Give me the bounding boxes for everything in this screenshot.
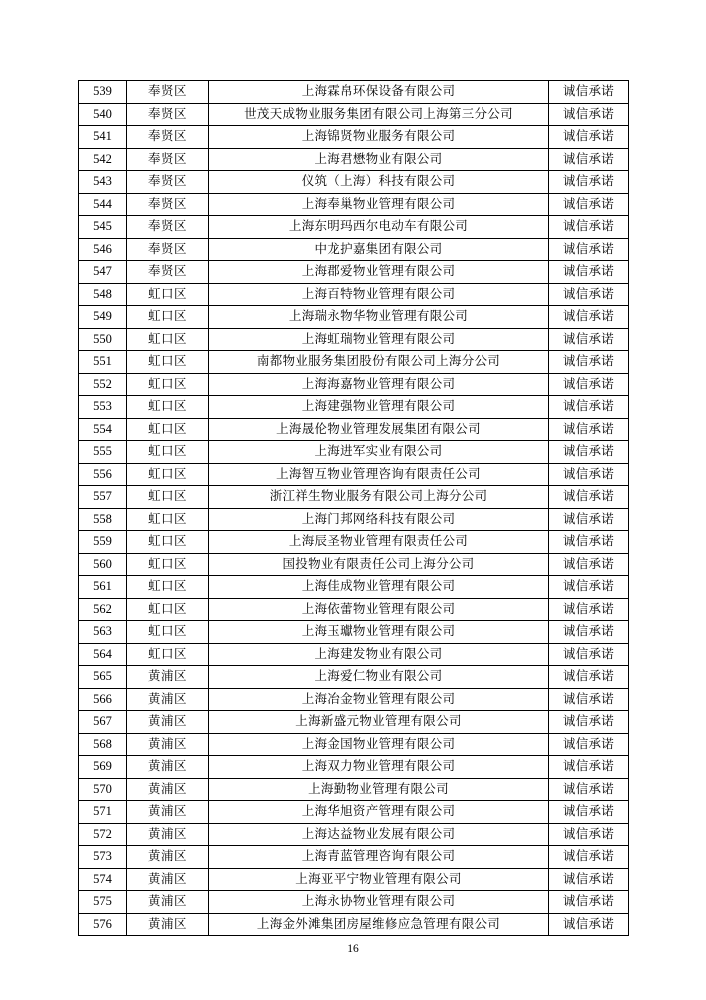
cell-enterprise-name: 上海辰圣物业管理有限责任公司 (209, 531, 549, 554)
cell-status: 诚信承诺 (549, 778, 629, 801)
table-row (79, 756, 629, 779)
cell-enterprise-name: 上海郡爱物业管理有限公司 (209, 261, 549, 284)
table-row (79, 418, 629, 441)
cell-district: 黄浦区 (127, 711, 209, 734)
cell-index: 546 (79, 238, 127, 261)
cell-status: 诚信承诺 (549, 396, 629, 419)
cell-enterprise-name: 上海玉瓛物业管理有限公司 (209, 621, 549, 644)
cell-status: 诚信承诺 (549, 126, 629, 149)
cell-status: 诚信承诺 (549, 216, 629, 239)
cell-status: 诚信承诺 (549, 846, 629, 869)
cell-district: 黄浦区 (127, 778, 209, 801)
table-row (79, 868, 629, 891)
cell-status: 诚信承诺 (549, 373, 629, 396)
cell-index: 552 (79, 373, 127, 396)
table-row (79, 306, 629, 329)
cell-status: 诚信承诺 (549, 328, 629, 351)
cell-index: 556 (79, 463, 127, 486)
table-row (79, 666, 629, 689)
cell-status: 诚信承诺 (549, 891, 629, 914)
table-row (79, 598, 629, 621)
cell-index: 553 (79, 396, 127, 419)
cell-index: 572 (79, 823, 127, 846)
cell-district: 黄浦区 (127, 868, 209, 891)
cell-index: 541 (79, 126, 127, 149)
cell-enterprise-name: 上海爱仁物业有限公司 (209, 666, 549, 689)
cell-district: 虹口区 (127, 508, 209, 531)
cell-status: 诚信承诺 (549, 148, 629, 171)
cell-district: 黄浦区 (127, 846, 209, 869)
cell-enterprise-name: 上海新盛元物业管理有限公司 (209, 711, 549, 734)
cell-status: 诚信承诺 (549, 868, 629, 891)
cell-status: 诚信承诺 (549, 711, 629, 734)
cell-district: 虹口区 (127, 396, 209, 419)
cell-district: 虹口区 (127, 441, 209, 464)
table-row (79, 553, 629, 576)
cell-index: 559 (79, 531, 127, 554)
cell-status: 诚信承诺 (549, 643, 629, 666)
table-row (79, 576, 629, 599)
cell-district: 黄浦区 (127, 823, 209, 846)
table-row (79, 733, 629, 756)
cell-index: 560 (79, 553, 127, 576)
cell-index: 558 (79, 508, 127, 531)
table-row (79, 486, 629, 509)
cell-enterprise-name: 上海勤物业管理有限公司 (209, 778, 549, 801)
cell-enterprise-name: 上海虹瑞物业管理有限公司 (209, 328, 549, 351)
cell-enterprise-name: 上海达益物业发展有限公司 (209, 823, 549, 846)
cell-enterprise-name: 上海瑞永物华物业管理有限公司 (209, 306, 549, 329)
cell-status: 诚信承诺 (549, 756, 629, 779)
cell-index: 566 (79, 688, 127, 711)
cell-district: 奉贤区 (127, 103, 209, 126)
cell-status: 诚信承诺 (549, 553, 629, 576)
cell-enterprise-name: 仪筑（上海）科技有限公司 (209, 171, 549, 194)
table-row (79, 531, 629, 554)
cell-index: 574 (79, 868, 127, 891)
table-row (79, 261, 629, 284)
table-row (79, 643, 629, 666)
cell-status: 诚信承诺 (549, 441, 629, 464)
cell-district: 虹口区 (127, 351, 209, 374)
cell-district: 奉贤区 (127, 193, 209, 216)
cell-enterprise-name: 上海锦贤物业服务有限公司 (209, 126, 549, 149)
cell-index: 539 (79, 81, 127, 104)
cell-status: 诚信承诺 (549, 463, 629, 486)
table-row (79, 508, 629, 531)
cell-status: 诚信承诺 (549, 621, 629, 644)
cell-status: 诚信承诺 (549, 913, 629, 936)
cell-enterprise-name: 上海门邦网络科技有限公司 (209, 508, 549, 531)
table-row (79, 126, 629, 149)
cell-district: 虹口区 (127, 486, 209, 509)
cell-enterprise-name: 上海进军实业有限公司 (209, 441, 549, 464)
cell-enterprise-name: 上海智互物业管理咨询有限责任公司 (209, 463, 549, 486)
cell-district: 黄浦区 (127, 756, 209, 779)
table-row (79, 396, 629, 419)
cell-enterprise-name: 上海依蕾物业管理有限公司 (209, 598, 549, 621)
cell-enterprise-name: 浙江祥生物业服务有限公司上海分公司 (209, 486, 549, 509)
cell-enterprise-name: 上海亚平宁物业管理有限公司 (209, 868, 549, 891)
cell-district: 虹口区 (127, 306, 209, 329)
cell-district: 虹口区 (127, 598, 209, 621)
cell-district: 虹口区 (127, 576, 209, 599)
cell-status: 诚信承诺 (549, 576, 629, 599)
cell-status: 诚信承诺 (549, 81, 629, 104)
table-row (79, 463, 629, 486)
cell-district: 奉贤区 (127, 148, 209, 171)
table-row (79, 913, 629, 936)
cell-status: 诚信承诺 (549, 801, 629, 824)
cell-index: 545 (79, 216, 127, 239)
cell-enterprise-name: 世茂天成物业服务集团有限公司上海第三分公司 (209, 103, 549, 126)
cell-district: 虹口区 (127, 621, 209, 644)
cell-district: 黄浦区 (127, 891, 209, 914)
cell-index: 564 (79, 643, 127, 666)
table-row (79, 328, 629, 351)
table-row (79, 148, 629, 171)
cell-index: 565 (79, 666, 127, 689)
table-row (79, 373, 629, 396)
cell-district: 虹口区 (127, 463, 209, 486)
table-row (79, 171, 629, 194)
cell-status: 诚信承诺 (549, 238, 629, 261)
cell-district: 奉贤区 (127, 261, 209, 284)
enterprise-list-table (78, 80, 629, 936)
cell-enterprise-name: 上海华旭资产管理有限公司 (209, 801, 549, 824)
cell-enterprise-name: 上海金国物业管理有限公司 (209, 733, 549, 756)
table-row (79, 351, 629, 374)
cell-index: 573 (79, 846, 127, 869)
table-row (79, 711, 629, 734)
cell-status: 诚信承诺 (549, 351, 629, 374)
cell-district: 虹口区 (127, 418, 209, 441)
cell-status: 诚信承诺 (549, 733, 629, 756)
cell-district: 奉贤区 (127, 238, 209, 261)
cell-status: 诚信承诺 (549, 486, 629, 509)
cell-index: 561 (79, 576, 127, 599)
cell-index: 549 (79, 306, 127, 329)
table-row (79, 283, 629, 306)
cell-enterprise-name: 上海佳成物业管理有限公司 (209, 576, 549, 599)
cell-district: 虹口区 (127, 283, 209, 306)
cell-status: 诚信承诺 (549, 823, 629, 846)
cell-district: 奉贤区 (127, 171, 209, 194)
cell-enterprise-name: 南都物业服务集团股份有限公司上海分公司 (209, 351, 549, 374)
table-row (79, 441, 629, 464)
table-row (79, 823, 629, 846)
table-row (79, 238, 629, 261)
cell-index: 548 (79, 283, 127, 306)
table-body (79, 81, 629, 936)
cell-index: 568 (79, 733, 127, 756)
cell-enterprise-name: 中龙护嘉集团有限公司 (209, 238, 549, 261)
table-row (79, 891, 629, 914)
cell-index: 554 (79, 418, 127, 441)
cell-index: 547 (79, 261, 127, 284)
cell-index: 563 (79, 621, 127, 644)
table-row (79, 81, 629, 104)
cell-enterprise-name: 上海奉巢物业管理有限公司 (209, 193, 549, 216)
table-row (79, 193, 629, 216)
cell-enterprise-name: 上海晟伦物业管理发展集团有限公司 (209, 418, 549, 441)
cell-status: 诚信承诺 (549, 418, 629, 441)
cell-status: 诚信承诺 (549, 688, 629, 711)
cell-index: 555 (79, 441, 127, 464)
cell-status: 诚信承诺 (549, 103, 629, 126)
cell-status: 诚信承诺 (549, 598, 629, 621)
cell-index: 540 (79, 103, 127, 126)
table-row (79, 778, 629, 801)
cell-enterprise-name: 上海金外滩集团房屋维修应急管理有限公司 (209, 913, 549, 936)
cell-district: 虹口区 (127, 373, 209, 396)
cell-district: 黄浦区 (127, 688, 209, 711)
table-row (79, 103, 629, 126)
table-row (79, 621, 629, 644)
cell-enterprise-name: 上海青蓝管理咨询有限公司 (209, 846, 549, 869)
cell-district: 奉贤区 (127, 126, 209, 149)
cell-enterprise-name: 上海君懋物业有限公司 (209, 148, 549, 171)
cell-district: 奉贤区 (127, 216, 209, 239)
cell-enterprise-name: 上海建强物业管理有限公司 (209, 396, 549, 419)
cell-district: 虹口区 (127, 643, 209, 666)
cell-index: 575 (79, 891, 127, 914)
cell-enterprise-name: 上海永协物业管理有限公司 (209, 891, 549, 914)
table-row (79, 846, 629, 869)
cell-status: 诚信承诺 (549, 666, 629, 689)
cell-enterprise-name: 上海东明玛西尔电动车有限公司 (209, 216, 549, 239)
cell-enterprise-name: 上海冶金物业管理有限公司 (209, 688, 549, 711)
cell-index: 562 (79, 598, 127, 621)
cell-index: 543 (79, 171, 127, 194)
cell-district: 虹口区 (127, 328, 209, 351)
cell-enterprise-name: 上海霖帛环保设备有限公司 (209, 81, 549, 104)
cell-enterprise-name: 上海百特物业管理有限公司 (209, 283, 549, 306)
cell-enterprise-name: 国投物业有限责任公司上海分公司 (209, 553, 549, 576)
cell-district: 黄浦区 (127, 913, 209, 936)
cell-status: 诚信承诺 (549, 531, 629, 554)
cell-status: 诚信承诺 (549, 508, 629, 531)
table-row (79, 801, 629, 824)
page-number: 16 (347, 943, 359, 955)
cell-index: 571 (79, 801, 127, 824)
cell-status: 诚信承诺 (549, 193, 629, 216)
cell-district: 黄浦区 (127, 733, 209, 756)
cell-index: 542 (79, 148, 127, 171)
cell-index: 569 (79, 756, 127, 779)
cell-district: 虹口区 (127, 531, 209, 554)
cell-index: 576 (79, 913, 127, 936)
cell-district: 黄浦区 (127, 801, 209, 824)
cell-status: 诚信承诺 (549, 306, 629, 329)
cell-status: 诚信承诺 (549, 171, 629, 194)
cell-index: 570 (79, 778, 127, 801)
cell-enterprise-name: 上海海嘉物业管理有限公司 (209, 373, 549, 396)
table-row (79, 688, 629, 711)
cell-index: 551 (79, 351, 127, 374)
cell-status: 诚信承诺 (549, 261, 629, 284)
cell-index: 567 (79, 711, 127, 734)
cell-index: 550 (79, 328, 127, 351)
table-row (79, 216, 629, 239)
cell-index: 557 (79, 486, 127, 509)
cell-district: 奉贤区 (127, 81, 209, 104)
cell-enterprise-name: 上海双力物业管理有限公司 (209, 756, 549, 779)
cell-index: 544 (79, 193, 127, 216)
cell-status: 诚信承诺 (549, 283, 629, 306)
cell-district: 黄浦区 (127, 666, 209, 689)
cell-district: 虹口区 (127, 553, 209, 576)
cell-enterprise-name: 上海建发物业有限公司 (209, 643, 549, 666)
